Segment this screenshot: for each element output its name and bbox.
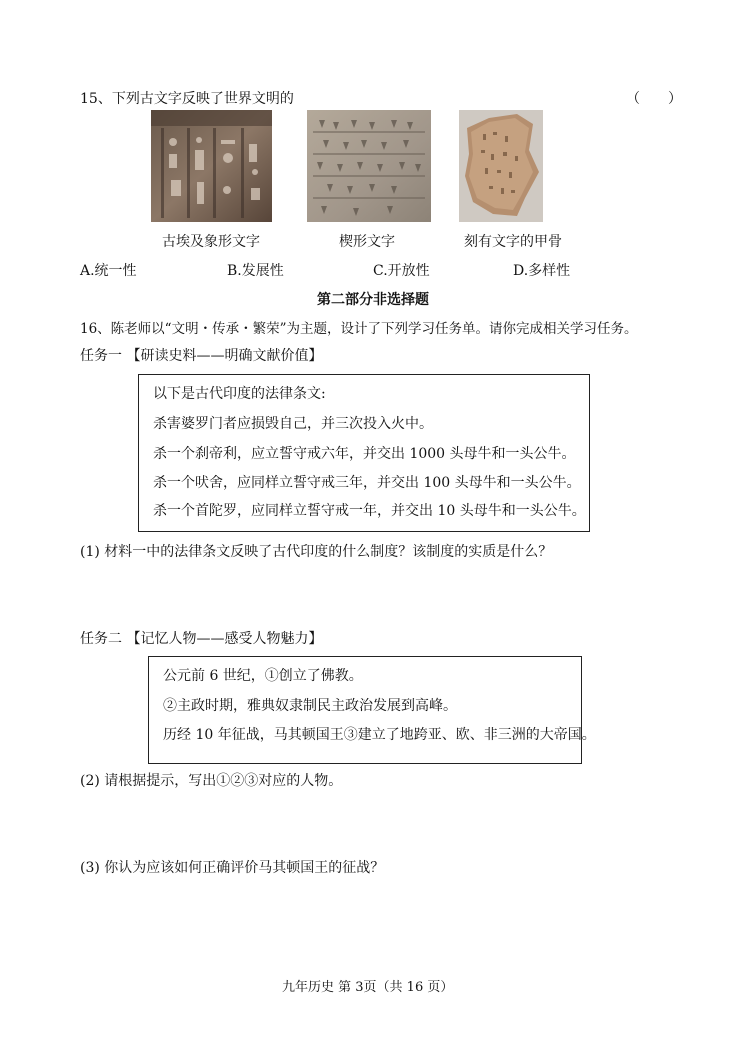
- page-footer: 九年历史 第 3页（共 16 页）: [282, 980, 454, 995]
- q15-stem: 15、下列古文字反映了世界文明的: [80, 91, 294, 107]
- task1-material-box: [138, 374, 590, 532]
- task1-box-line: 以下是古代印度的法律条文:: [153, 386, 326, 402]
- task2-box-line: 历经 10 年征战，马其顿国王③建立了地跨亚、欧、非三洲的大帝国。: [163, 727, 596, 743]
- task2-question-2: (2) 请根据提示，写出①②③对应的人物。: [80, 773, 343, 789]
- task1-question: (1) 材料一中的法律条文反映了古代印度的什么制度？该制度的实质是什么？: [80, 544, 553, 560]
- caption-egyptian-hieroglyphs: 古埃及象形文字: [162, 234, 260, 250]
- task2-box-line: ②主政时期，雅典奴隶制民主政治发展到高峰。: [163, 698, 457, 714]
- option-a: A.统一性: [80, 263, 137, 279]
- task2-box-line: 公元前 6 世纪，①创立了佛教。: [163, 668, 363, 684]
- option-c: C.开放性: [373, 263, 430, 279]
- caption-oracle-bone: 刻有文字的甲骨: [464, 234, 562, 250]
- task1-box-line: 杀一个吠舍，应同样立誓守戒三年，并交出 100 头母牛和一头公牛。: [153, 475, 581, 491]
- task1-title: 任务一 【研读史料——明确文献价值】: [80, 348, 323, 364]
- caption-cuneiform: 楔形文字: [339, 234, 395, 250]
- part2-title: 第二部分非选择题: [317, 292, 429, 308]
- task1-box-line: 杀一个刹帝利，应立誓守戒六年，并交出 1000 头母牛和一头公牛。: [153, 446, 576, 462]
- task1-box-line: 杀一个首陀罗，应同样立誓守戒一年，并交出 10 头母牛和一头公牛。: [153, 503, 586, 519]
- cuneiform-tablet-image: [307, 110, 431, 222]
- task2-question-3: (3) 你认为应该如何正确评价马其顿国王的征战？: [80, 860, 385, 876]
- q16-stem: 16、陈老师以“文明・传承・繁荣”为主题，设计了下列学习任务单。请你完成相关学习任务。: [80, 321, 638, 337]
- oracle-bone-image: [459, 110, 543, 222]
- task1-box-line: 杀害婆罗门者应损毁自己，并三次投入火中。: [153, 416, 433, 432]
- egyptian-hieroglyphs-image: [151, 110, 272, 222]
- task2-title: 任务二 【记忆人物——感受人物魅力】: [80, 631, 323, 647]
- option-b: B.发展性: [227, 263, 284, 279]
- q15-answer-paren: （ ）: [626, 91, 682, 107]
- task2-material-box: [148, 656, 596, 764]
- option-d: D.多样性: [513, 263, 571, 279]
